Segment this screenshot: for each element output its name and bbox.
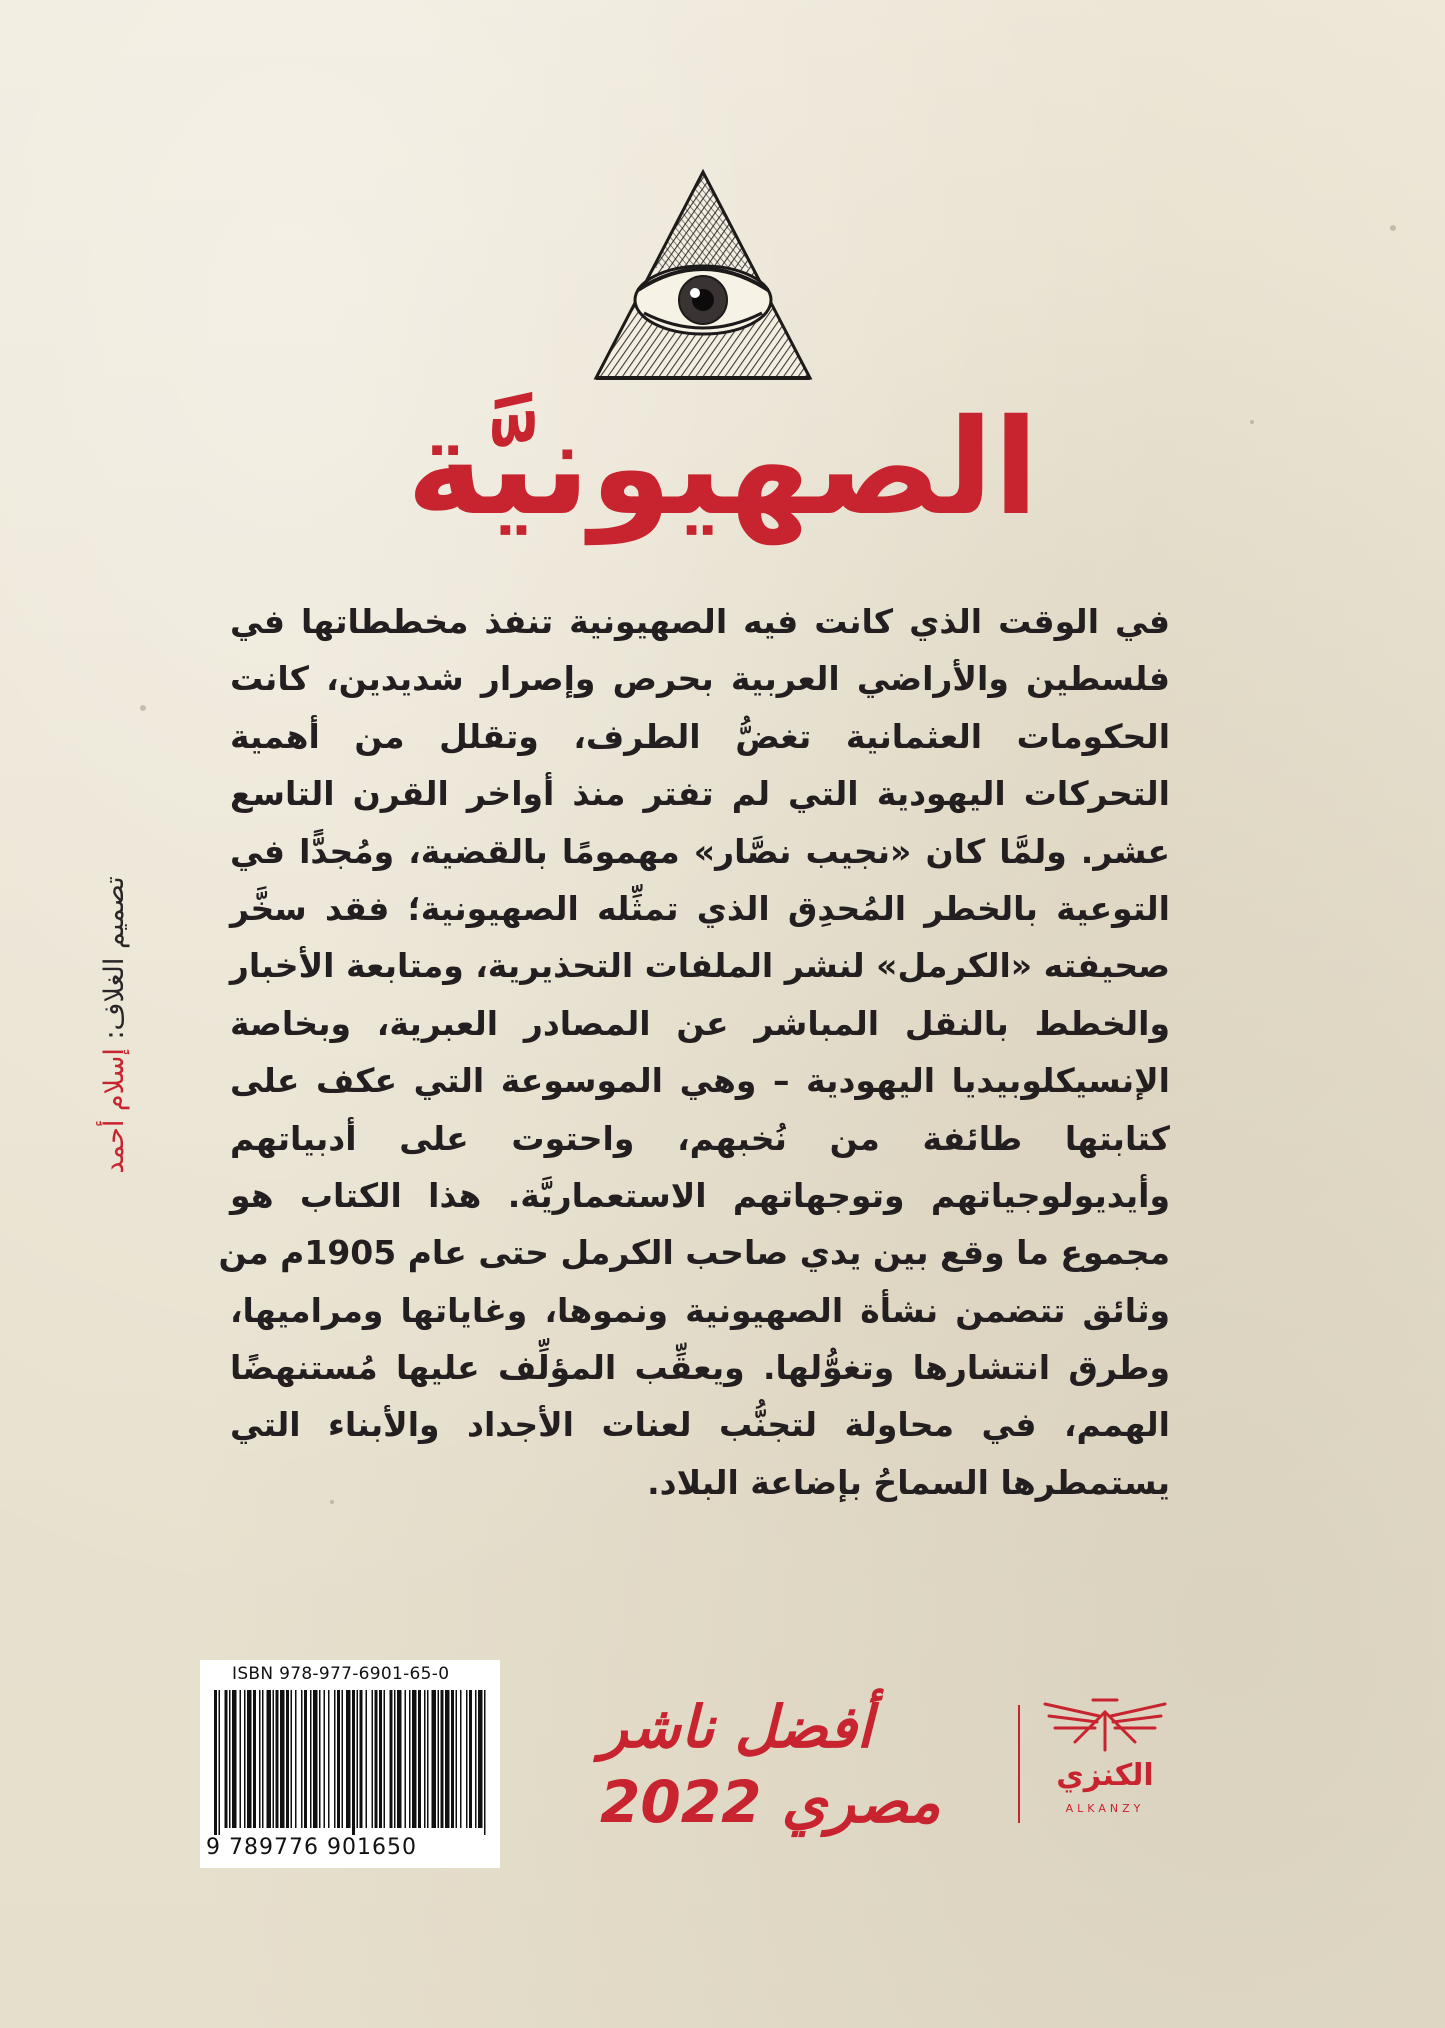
blurb-line: والخطط بالنقل المباشر عن المصادر العبرية، وبخاصة [230, 1003, 1170, 1043]
blurb-line: مجموع ما وقع بين يدي صاحب الكرمل حتى عام 1905م من [218, 1233, 1170, 1273]
barcode-bar [313, 1690, 318, 1828]
barcode-bar [324, 1690, 326, 1828]
barcode-bar [460, 1690, 462, 1828]
book-blurb [218, 593, 1170, 1511]
barcode-bar [286, 1690, 289, 1828]
blurb-line: عشر. ولمَّا كان «نجيب نصَّار» مهمومًا بالقضية، ومُجدًّا في [230, 831, 1170, 871]
barcode-bar [328, 1690, 330, 1828]
blurb-line: الهمم، في محاولة لتجنُّب لعنات الأجداد والأبناء التي [230, 1405, 1170, 1445]
barcode-bar [441, 1690, 444, 1828]
barcode-bar [484, 1690, 486, 1835]
blurb-line: وأيديولوجياتهم وتوجهاتهم الاستعماريَّة. هذا الكتاب هو [230, 1175, 1170, 1215]
designer-name: إسلام أحمد [99, 1048, 130, 1174]
barcode-bar [478, 1690, 483, 1828]
barcode-bar [451, 1690, 454, 1828]
barcode-bar [384, 1690, 386, 1828]
barcode-bar [247, 1690, 252, 1828]
designer-label: تصميم الغلاف: [99, 876, 130, 1040]
barcode-bar [397, 1690, 402, 1828]
barcode-bar [409, 1690, 411, 1828]
barcode-bar [445, 1690, 450, 1828]
barcode-bar [337, 1690, 340, 1828]
barcode-bar [267, 1690, 272, 1828]
barcode-bar [259, 1690, 261, 1828]
paper-speck [1390, 225, 1396, 231]
barcode-bar [469, 1690, 472, 1828]
barcode-bar [334, 1690, 336, 1828]
blurb-line: كتابتها طائفة من نُخبهم، واحتوت على أدبياتهم [230, 1118, 1170, 1158]
barcode-bar [240, 1690, 242, 1828]
barcode-bar [427, 1690, 429, 1828]
cover-designer-credit [95, 790, 135, 1260]
barcode-bar [390, 1690, 393, 1828]
barcode-bar [394, 1690, 396, 1828]
blurb-line: الإنسيكلوبيديا اليهودية – وهي الموسوعة التي عكف على [230, 1061, 1170, 1101]
barcode-bar [379, 1690, 382, 1828]
barcode-bar [319, 1690, 321, 1828]
blurb-line: وثائق تتضمن نشأة الصهيونية ونموها، وغاياتها ومراميها، [230, 1290, 1170, 1330]
isbn-barcode [200, 1660, 500, 1868]
blurb-line: في الوقت الذي كانت فيه الصهيونية تنفذ مخططاتها في [230, 602, 1170, 641]
barcode-bar [280, 1690, 285, 1828]
award-line-1: أفضل ناشر [600, 1693, 873, 1761]
barcode-bar [225, 1690, 228, 1828]
barcode-bar [310, 1690, 312, 1828]
barcode-bar [456, 1690, 458, 1828]
paper-speck [1250, 420, 1254, 424]
barcode-bar [424, 1690, 426, 1828]
barcode-bar [304, 1690, 307, 1828]
barcode-bar [273, 1690, 275, 1828]
barcode-bar [352, 1690, 355, 1835]
barcode-bar [405, 1690, 407, 1828]
barcode-bar [375, 1690, 378, 1828]
blurb-line: وطرق انتشارها وتغوُّلها. ويعقِّب المؤلِّف عليها مُستنهضًا [230, 1348, 1170, 1388]
blurb-line: التوعية بالخطر المُحدِق الذي تمثِّله الصهيونية؛ فقد سخَّر [230, 888, 1170, 928]
barcode-bar [291, 1690, 293, 1828]
barcode-bar [475, 1690, 477, 1828]
logo-divider [1018, 1705, 1020, 1823]
paper-speck [140, 705, 146, 711]
barcode-bar [244, 1690, 246, 1828]
barcode-bar [301, 1690, 303, 1828]
barcode-digits: 9 789776 901650 [206, 1835, 417, 1860]
barcode-bar [360, 1690, 363, 1828]
blurb-line: يستمطرها السماحُ بإضاعة البلاد. [647, 1462, 1170, 1502]
book-title: الصهيونيَّة [406, 391, 1039, 545]
isbn-label: ISBN 978-977-6901-65-0 [232, 1664, 450, 1684]
barcode-bar [253, 1690, 256, 1828]
publisher-logo [1035, 1690, 1175, 1830]
barcode-bar [219, 1690, 221, 1835]
barcode-bar [276, 1690, 279, 1828]
barcode-bar [466, 1690, 468, 1828]
barcode-bars-icon [214, 1690, 486, 1835]
barcode-bar [418, 1690, 421, 1828]
best-publisher-award [600, 1692, 990, 1842]
barcode-bar [438, 1690, 440, 1828]
pyramid-eye-icon [592, 168, 814, 382]
barcode-bar [372, 1690, 374, 1828]
publisher-name-latin: ALKANZY [1065, 1802, 1145, 1815]
barcode-bar [262, 1690, 264, 1828]
blurb-line: الحكومات العثمانية تغضُّ الطرف، وتقلل من أهمية [230, 716, 1170, 756]
barcode-bar [357, 1690, 359, 1828]
barcode-bar [432, 1690, 437, 1828]
barcode-bar [214, 1690, 217, 1835]
barcode-bar [229, 1690, 231, 1828]
barcode-bar [295, 1690, 297, 1828]
barcode-bar [342, 1690, 344, 1828]
publisher-name: الكنزي [1056, 1758, 1154, 1793]
blurb-line: التحركات اليهودية التي لم تفتر منذ أواخر القرن التاسع [230, 774, 1170, 814]
winged-star-logo-icon [1035, 1690, 1175, 1760]
blurb-line: فلسطين والأراضي العربية بحرص وإصرار شديدين، كانت [230, 659, 1170, 699]
barcode-bar [232, 1690, 237, 1828]
barcode-bar [412, 1690, 417, 1828]
blurb-line: صحيفته «الكرمل» لنشر الملفات التحذيرية، ومتابعة الأخبار [229, 946, 1170, 986]
award-line-2: مصري 2022 [600, 1768, 941, 1836]
barcode-bar [346, 1690, 351, 1828]
barcode-bar [366, 1690, 368, 1828]
